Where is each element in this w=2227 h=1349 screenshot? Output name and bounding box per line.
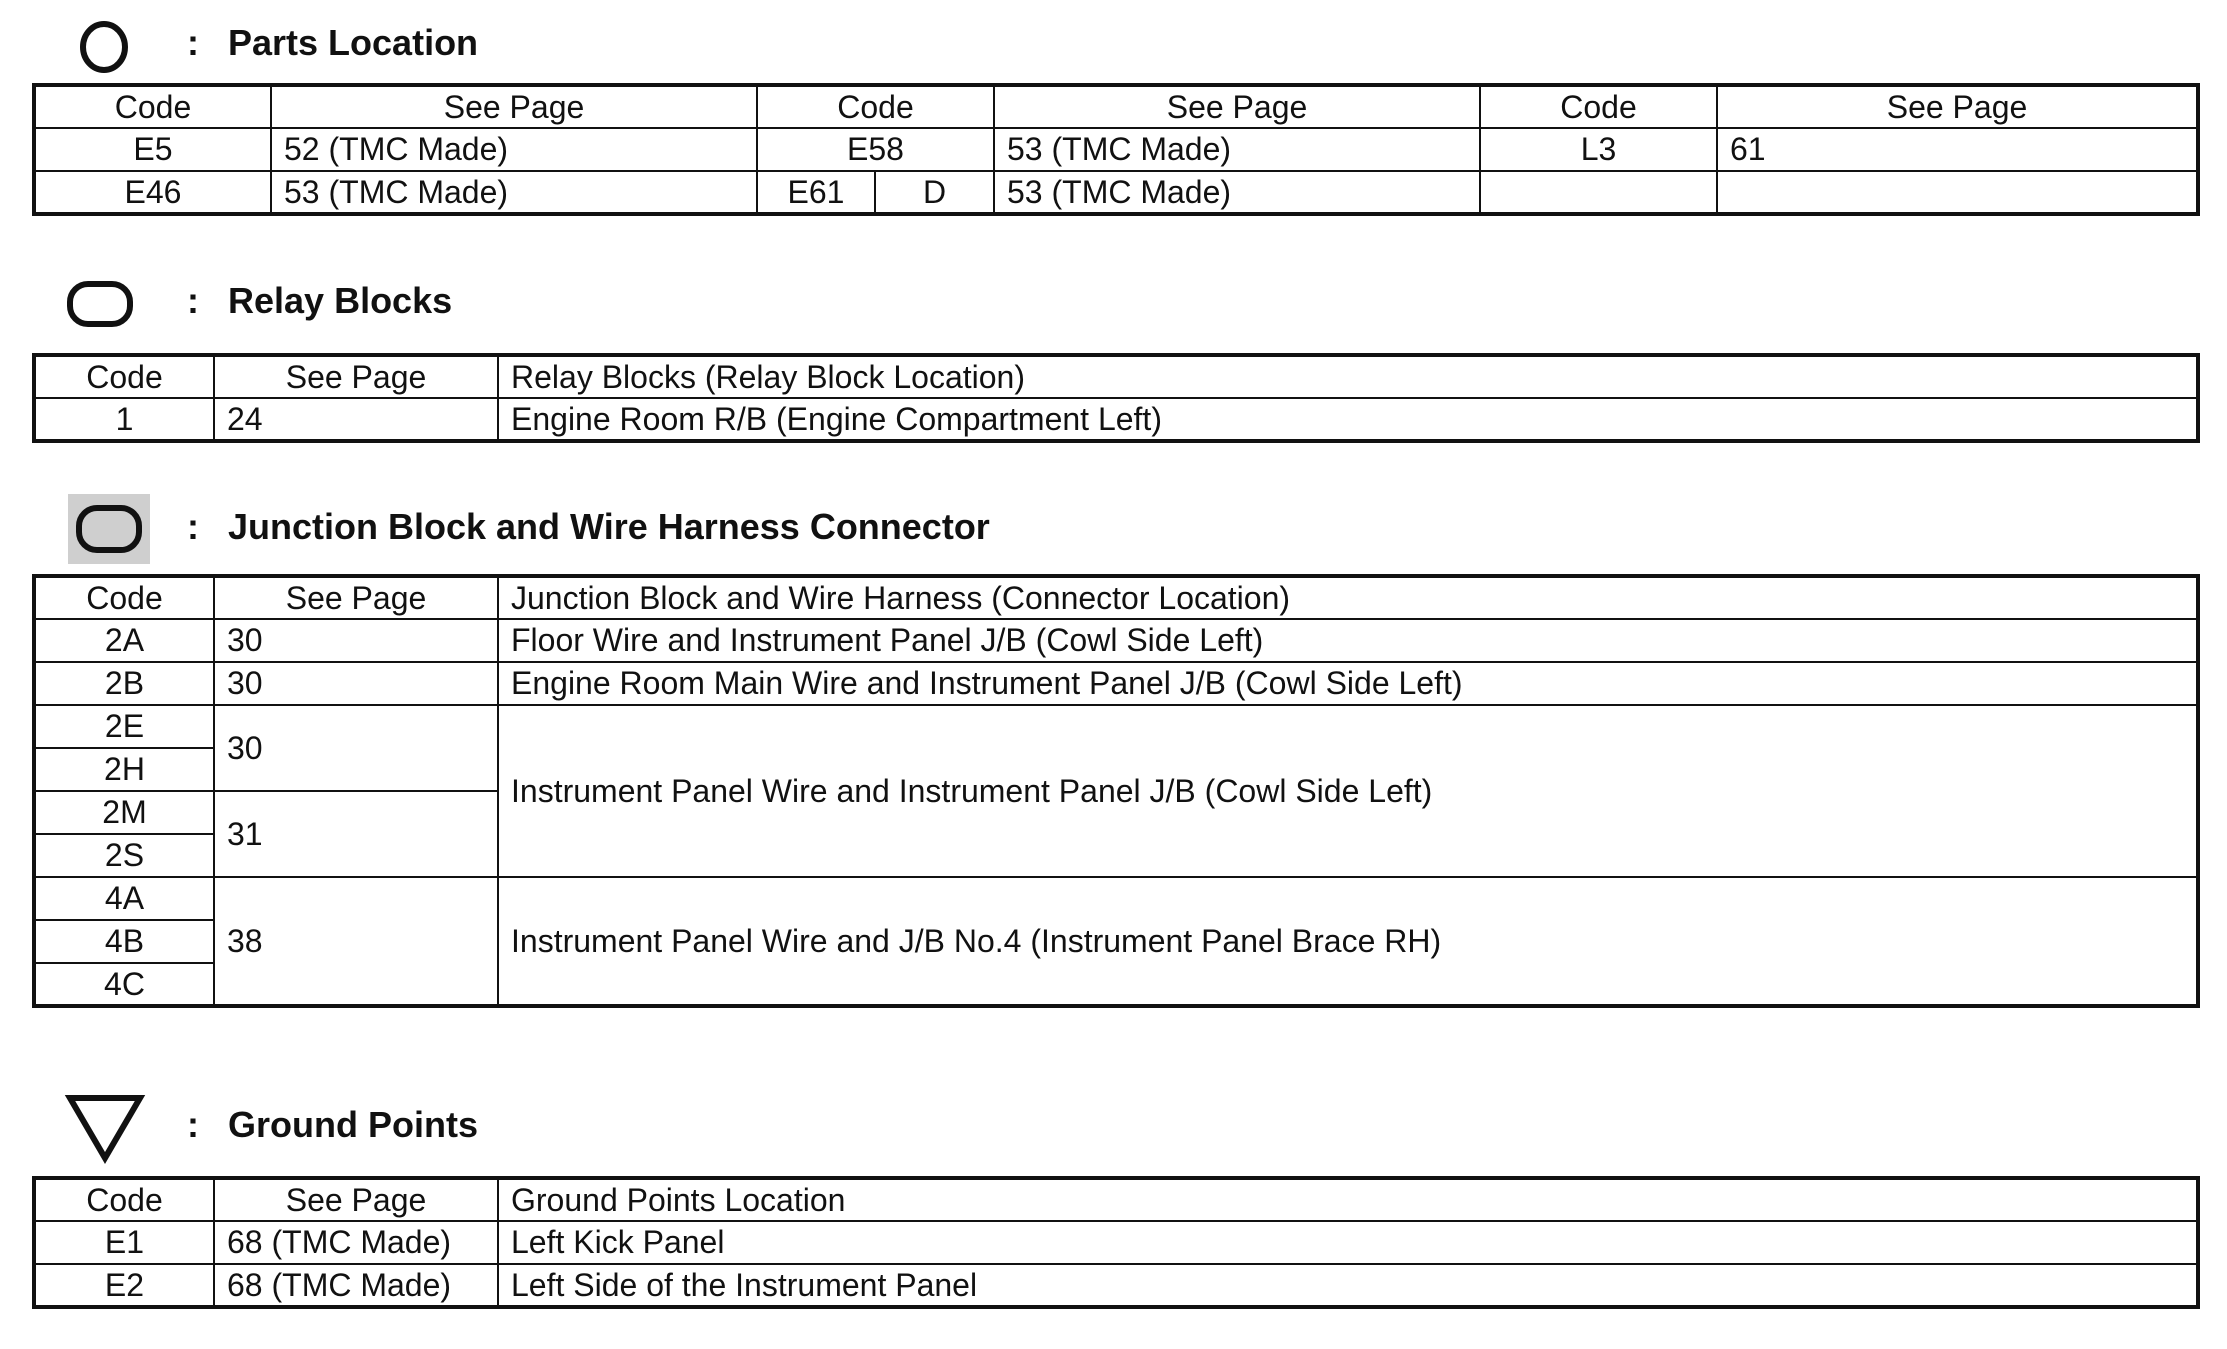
junction-block-title: Junction Block and Wire Harness Connector bbox=[228, 506, 990, 547]
section-colon: : bbox=[187, 506, 199, 547]
code-cell: 4A bbox=[34, 877, 214, 920]
header-cell: Code bbox=[34, 576, 214, 619]
table-row bbox=[34, 128, 2198, 171]
code-cell: E5 bbox=[34, 128, 271, 171]
page-cell: 24 bbox=[214, 398, 498, 441]
junction-block-table bbox=[32, 574, 2200, 1008]
header-cell: See Page bbox=[214, 576, 498, 619]
ground-points-title: Ground Points bbox=[228, 1104, 478, 1145]
code-cell: 2M bbox=[34, 791, 214, 834]
desc-cell: Instrument Panel Wire and J/B No.4 (Instrument Panel Brace RH) bbox=[498, 877, 2198, 1006]
code-cell: E61 bbox=[757, 171, 875, 214]
page-cell: 52 (TMC Made) bbox=[271, 128, 757, 171]
code-cell: E2 bbox=[34, 1264, 214, 1307]
desc-cell: Left Kick Panel bbox=[498, 1221, 2198, 1264]
code-cell bbox=[1480, 171, 1717, 214]
code-cell: L3 bbox=[1480, 128, 1717, 171]
ground-points-table bbox=[32, 1176, 2200, 1309]
table-header-row bbox=[34, 85, 2198, 128]
header-cell: See Page bbox=[214, 355, 498, 398]
table-row bbox=[34, 705, 2198, 748]
code-cell: 2B bbox=[34, 662, 214, 705]
relay-blocks-heading bbox=[0, 272, 1400, 332]
table-header-row bbox=[34, 576, 2198, 619]
desc-cell: Floor Wire and Instrument Panel J/B (Cowl Side Left) bbox=[498, 619, 2198, 662]
code-cell: 1 bbox=[34, 398, 214, 441]
page-cell: 53 (TMC Made) bbox=[994, 171, 1480, 214]
table-row bbox=[34, 398, 2198, 441]
page-cell: 53 (TMC Made) bbox=[271, 171, 757, 214]
table-row bbox=[34, 877, 2198, 920]
code-cell: 2H bbox=[34, 748, 214, 791]
table-row bbox=[34, 1221, 2198, 1264]
table-row bbox=[34, 1264, 2198, 1307]
section-colon: : bbox=[187, 22, 199, 63]
page-cell bbox=[1717, 171, 2198, 214]
relay-blocks-table bbox=[32, 353, 2200, 443]
code-cell: E58 bbox=[757, 128, 994, 171]
relay-blocks-title: Relay Blocks bbox=[228, 280, 453, 321]
shaded-rounded-rect-icon bbox=[68, 494, 152, 564]
code-cell: E1 bbox=[34, 1221, 214, 1264]
header-cell: Junction Block and Wire Harness (Connector Location) bbox=[498, 576, 2198, 619]
header-cell: Ground Points Location bbox=[498, 1178, 2198, 1221]
page-cell: 30 bbox=[214, 705, 498, 791]
ground-points-heading bbox=[0, 1094, 1400, 1154]
header-cell: See Page bbox=[214, 1178, 498, 1221]
section-colon: : bbox=[187, 1104, 199, 1145]
parts-location-title: Parts Location bbox=[228, 22, 479, 63]
rounded-rect-icon bbox=[66, 280, 136, 330]
code-cell: 2A bbox=[34, 619, 214, 662]
table-row bbox=[34, 662, 2198, 705]
page-cell: 61 bbox=[1717, 128, 2198, 171]
page-cell: 31 bbox=[214, 791, 498, 877]
junction-block-heading bbox=[0, 494, 1400, 554]
table-row bbox=[34, 171, 2198, 214]
header-cell: Code bbox=[34, 1178, 214, 1221]
table-row bbox=[34, 619, 2198, 662]
page-cell: 38 bbox=[214, 877, 498, 1006]
page-cell: 30 bbox=[214, 662, 498, 705]
code-cell: 2E bbox=[34, 705, 214, 748]
table-header-row bbox=[34, 1178, 2198, 1221]
code-sub-cell: D bbox=[875, 171, 994, 214]
page-cell: 53 (TMC Made) bbox=[994, 128, 1480, 171]
header-cell: Code bbox=[1480, 85, 1717, 128]
desc-cell: Instrument Panel Wire and Instrument Panel J/B (Cowl Side Left) bbox=[498, 705, 2198, 877]
page-cell: 68 (TMC Made) bbox=[214, 1264, 498, 1307]
header-cell: See Page bbox=[1717, 85, 2198, 128]
page-cell: 30 bbox=[214, 619, 498, 662]
page-cell: 68 (TMC Made) bbox=[214, 1221, 498, 1264]
header-cell: Relay Blocks (Relay Block Location) bbox=[498, 355, 2198, 398]
section-colon: : bbox=[187, 280, 199, 321]
header-cell: Code bbox=[757, 85, 994, 128]
code-cell: 4C bbox=[34, 963, 214, 1006]
code-cell: 2S bbox=[34, 834, 214, 877]
header-cell: See Page bbox=[271, 85, 757, 128]
code-cell: 4B bbox=[34, 920, 214, 963]
parts-location-table bbox=[32, 83, 2200, 216]
header-cell: Code bbox=[34, 355, 214, 398]
code-cell: E46 bbox=[34, 171, 271, 214]
circle-icon bbox=[78, 16, 130, 74]
down-triangle-icon bbox=[64, 1094, 146, 1164]
desc-cell: Left Side of the Instrument Panel bbox=[498, 1264, 2198, 1307]
parts-location-heading bbox=[0, 14, 1400, 74]
table-header-row bbox=[34, 355, 2198, 398]
header-cell: See Page bbox=[994, 85, 1480, 128]
header-cell: Code bbox=[34, 85, 271, 128]
desc-cell: Engine Room Main Wire and Instrument Panel J/B (Cowl Side Left) bbox=[498, 662, 2198, 705]
desc-cell: Engine Room R/B (Engine Compartment Left) bbox=[498, 398, 2198, 441]
